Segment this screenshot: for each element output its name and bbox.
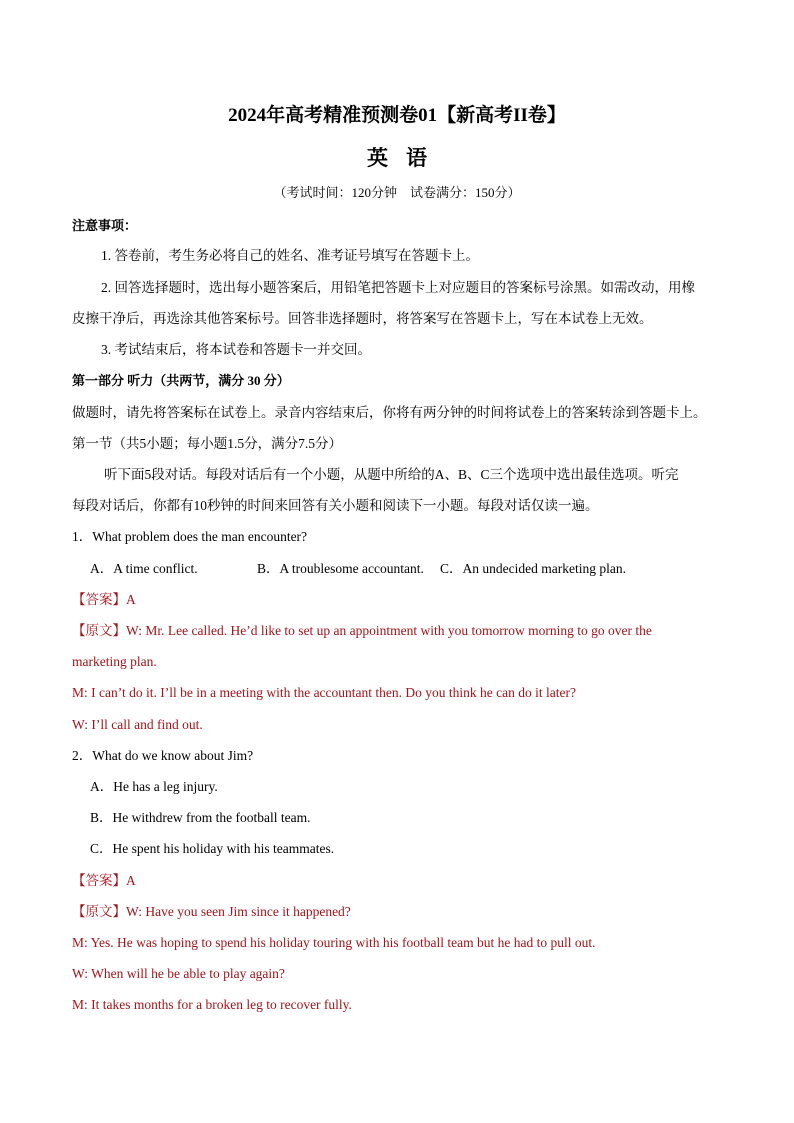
question-2-stem: 2．What do we know about Jim? [72, 748, 254, 763]
section1-heading: 第一节（共5小题；每小题1.5分，满分7.5分） [72, 436, 342, 451]
transcript-text: W: Have you seen Jim since it happened? [126, 904, 351, 919]
question-2-option-b: B．He withdrew from the football team. [90, 810, 311, 825]
question-1-option-a: A．A time conflict. [90, 561, 198, 576]
question-2-transcript-line-3: W: When will he be able to play again? [72, 966, 285, 981]
question-2-transcript-line-1 [72, 903, 351, 921]
question-1-transcript-line-3: M: I can’t do it. I’ll be in a meeting with the accountant then. Do you think he can do it later? [72, 685, 576, 700]
note-item-1: 1. 答卷前，考生务必将自己的姓名、准考证号填写在答题卡上。 [101, 248, 479, 263]
notes-heading: 注意事项： [72, 218, 138, 233]
note-item-3: 3. 考试结束后，将本试卷和答题卡一并交回。 [101, 342, 371, 357]
exam-time-info: （考试时间：120分钟 试卷满分：150分） [273, 185, 521, 200]
question-1-answer: 【答案】A [72, 592, 136, 607]
subject-title: 英语 [367, 146, 445, 170]
question-2-transcript-line-4: M: It takes months for a broken leg to recover fully. [72, 997, 352, 1012]
question-1-stem: 1．What problem does the man encounter? [72, 529, 308, 544]
question-1-transcript-line-4: W: I’ll call and find out. [72, 717, 203, 732]
part1-heading: 第一部分 听力（共两节，满分 30 分） [72, 373, 290, 388]
note-item-2-line-2: 皮擦干净后，再选涂其他答案标号。回答非选择题时，将答案写在答题卡上，写在本试卷上无效。 [72, 311, 653, 326]
section1-instruction-line-2: 每段对话后，你都有10秒钟的时间来回答有关小题和阅读下一小题。每段对话仅读一遍。 [72, 498, 599, 513]
transcript-label: 【原文】 [72, 623, 126, 638]
question-1-option-b: B．A troublesome accountant. [257, 561, 424, 576]
part1-instruction: 做题时，请先将答案标在试卷上。录音内容结束后，你将有两分钟的时间将试卷上的答案转涂到答题卡上。 [72, 405, 707, 420]
question-2-option-a: A．He has a leg injury. [90, 779, 218, 794]
question-1-transcript-line-2: marketing plan. [72, 654, 157, 669]
exam-title: 2024年高考精准预测卷01【新高考II卷】 [228, 105, 566, 126]
section1-instruction-line-1: 听下面5段对话。每段对话后有一个小题，从题中所给的A、B、C三个选项中选出最佳选项。听完 [104, 467, 679, 482]
question-1-option-c: C．An undecided marketing plan. [440, 561, 626, 576]
transcript-text: W: Mr. Lee called. He’d like to set up an appointment with you tomorrow morning to go over the [126, 623, 652, 638]
question-2-transcript-line-2: M: Yes. He was hoping to spend his holiday touring with his football team but he had to pull out. [72, 935, 596, 950]
question-1-transcript-line-1 [72, 622, 652, 640]
transcript-label: 【原文】 [72, 904, 126, 919]
question-2-answer: 【答案】A [72, 873, 136, 888]
note-item-2-line-1: 2. 回答选择题时，选出每小题答案后，用铅笔把答题卡上对应题目的答案标号涂黑。如需改动，用橡 [101, 280, 695, 295]
question-2-option-c: C．He spent his holiday with his teammates. [90, 841, 335, 856]
